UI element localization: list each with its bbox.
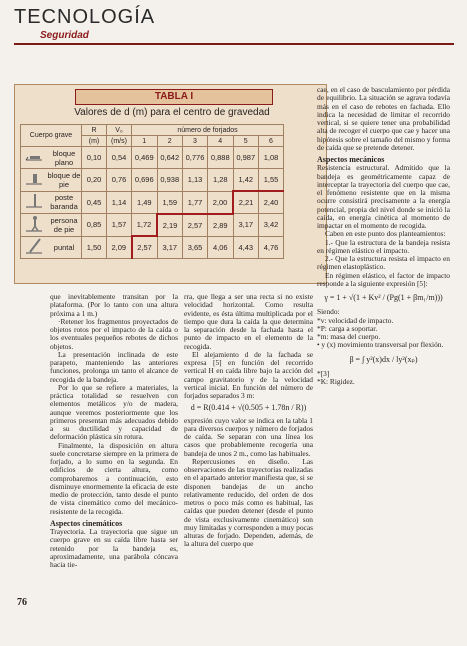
paragraph: La presentación inclinada de este parapeto, manteniendo las anteriores funciones, prolonga un tanto el alcance de recogida de la bandeja. <box>50 349 178 384</box>
prop-icon <box>21 236 48 259</box>
cell-d: 0,696 <box>132 169 158 192</box>
column-3 <box>317 86 450 386</box>
formula: γ = 1 + √(1 + Kv² / (Pg(1 + βm₁/m))) <box>324 293 443 302</box>
body-name: poste baranda <box>47 191 82 214</box>
cell-v: 2,09 <box>107 236 132 259</box>
table-caption: Valores de d (m) para el centro de gravedad <box>74 107 270 118</box>
flat-block-icon <box>21 147 48 169</box>
cell-d: 0,642 <box>157 147 183 169</box>
column-1 <box>50 293 178 569</box>
column-2 <box>184 293 313 549</box>
cell-d: 2,89 <box>208 214 234 237</box>
paragraph: 2.- Que la estructura resista el impacto en régimen elastoplástico. <box>317 254 450 272</box>
paragraph: *m: masa del cuerpo. <box>317 332 381 341</box>
cell-d: 2,57 <box>183 214 208 237</box>
cell-v: 0,76 <box>107 169 132 192</box>
cell-d: 3,65 <box>183 236 208 259</box>
paragraph: Caben en este punto dos planteamientos: <box>325 229 446 239</box>
table-row <box>21 169 284 192</box>
cell-r: 0,10 <box>82 147 107 169</box>
col-header-v-unit: (m/s) <box>107 136 132 147</box>
paragraph: expresión cuyo valor se indica en la tabla 1 para diversos cuerpos y número de forjados de caída. Se separan con una línea los casos que probablemente recogería una bandeja de unos 2 m., como las habituales. <box>184 415 313 458</box>
railing-post-icon <box>21 191 48 214</box>
paragraph: Por lo que se refiere a materiales, la práctica totalidad se resuelven con elementos metálicos y/o de madera, aunque veremos posteriormente que los primeros presentan más adecuados debido a su ductilidad y capacidad de deformación plástica sin rotura. <box>50 382 178 442</box>
paragraph: rra, que llega a ser una recta si no existe velocidad horizontal. Como resulta evidente, es ésta última multiplicada por el tiempo que dura la caída la que determina la separación desde la fachada hasta el punto de impacto en el elemento de la recogida. <box>184 292 313 351</box>
paragraph: Repercusiones en diseño. Las observaciones de las trayectorias realizadas en el apartado anterior manifiesta que, si se disponen bandejas de un ancho relativamente reducido, del orden de dos metros o poco más como es habitual, las caídas que pueden detener (desde el punto de vista exclusivamente cinemático) son muy limitadas y corresponden a muy pocas alturas de forjado. Dependen, además, de la altura del cuerpo que <box>184 456 313 549</box>
col-header-v: V₀ <box>107 125 132 136</box>
section-heading: Aspectos cinemáticos <box>50 518 123 528</box>
paragraph: En régimen elástico, el factor de impacto responde a la siguiente expresión [5]: <box>317 270 450 288</box>
cell-d: 2,21 <box>233 191 259 214</box>
cell-d: 1,72 <box>132 214 158 237</box>
paragraph: Finalmente, la disposición en altura suele concretarse siempre en la primera de forjado, a lo sumo en la segunda. En edificios de cierta altura, como comprobaremos a continuación, esto disminuye enormemente la eficacia de este medio de protección, tanto desde el punto de vista cinemático como del mecánico-resistente de la recogida. <box>50 440 178 516</box>
body-name: bloque plano <box>47 147 82 169</box>
floor-header: 3 <box>183 136 208 147</box>
cell-v: 0,54 <box>107 147 132 169</box>
floor-header: 1 <box>132 136 158 147</box>
cell-r: 0,20 <box>82 169 107 192</box>
cell-d: 2,00 <box>208 191 234 214</box>
cell-d: 3,42 <box>259 214 284 237</box>
cell-d: 2,40 <box>259 191 284 214</box>
header-rule <box>14 43 454 45</box>
cell-d: 1,55 <box>259 169 284 192</box>
cell-d: 2,19 <box>157 214 183 237</box>
paragraph: *v: velocidad de impacto. <box>317 315 394 325</box>
table-row <box>21 191 284 214</box>
section-title: TECNOLOGÍA <box>14 6 156 28</box>
cell-d: 3,17 <box>233 214 259 237</box>
cell-d: 0,776 <box>183 147 208 169</box>
paragraph: *K: Rigidez. <box>317 377 355 386</box>
cell-d: 3,17 <box>157 236 183 259</box>
cell-d: 4,06 <box>208 236 234 259</box>
cell-d: 2,57 <box>132 236 158 259</box>
table-label: TABLA I <box>75 89 273 105</box>
floor-header: 4 <box>208 136 234 147</box>
col-header-floors: número de forjados <box>132 125 284 136</box>
cell-d: 1,28 <box>208 169 234 192</box>
data-table <box>20 124 284 259</box>
cell-r: 0,85 <box>82 214 107 237</box>
body-name: persona de pie <box>47 214 82 237</box>
cell-r: 1,50 <box>82 236 107 259</box>
cell-d: 0,469 <box>132 147 158 169</box>
cell-d: 0,888 <box>208 147 234 169</box>
paragraph: *P: carga a soportar. <box>317 323 378 333</box>
floor-header: 2 <box>157 136 183 147</box>
paragraph: que inevitablemente transitan por la plataforma. (Por lo tanto con una altura próxima a 1 m.) <box>50 292 178 318</box>
col-header-r-unit: (m) <box>82 136 107 147</box>
formula: β = ∫ y²(x)dx / ly²(xₚ) <box>349 354 418 364</box>
paragraph: El alejamiento d de la fachada se expresa [5] en función del recorrido vertical H en caída libre bajo la acción del campo gravitatorio y de la velocidad vertical inicial. En función del número de forjados separados 3 m: <box>184 349 313 400</box>
paragraph: Trayectoria. La trayectoria que sigue un cuerpo grave en su caída libre hasta ser retenido por la bandeja es, aproximadamente, una parábola cóncava hacia tie- <box>50 527 178 569</box>
paragraph: *[3] <box>317 368 330 378</box>
standing-block-icon <box>21 169 48 192</box>
cell-d: 1,59 <box>157 191 183 214</box>
paragraph: cae, en el caso de basculamiento por pérdida de equilibrio. La situación se agrava todavía más en el caso de rebotes en fachada. Ello indica la necesidad de limitar el recorrido vertical, si se quiere tener una probabilidad alta de recoger el cuerpo que cae y hacer una hipótesis sobre el tamaño del mismo y forma de caída que se pretende detener. <box>317 85 450 152</box>
cell-d: 1,49 <box>132 191 158 214</box>
paragraph: • y (x) movimiento transversal por flexión. <box>317 340 444 350</box>
cell-d: 1,13 <box>183 169 208 192</box>
paragraph: ·Retener los fragmentos proyectados de objetos rotos por el impacto de la caída o los eventuales pequeños rebotes de dichos objetos. <box>50 316 178 351</box>
table-row <box>21 214 284 237</box>
col-header-r: R <box>82 125 107 136</box>
cell-r: 0,45 <box>82 191 107 214</box>
person-icon <box>21 214 48 237</box>
cell-v: 1,14 <box>107 191 132 214</box>
table-box <box>14 84 327 284</box>
cell-d: 1,08 <box>259 147 284 169</box>
cell-d: 4,76 <box>259 236 284 259</box>
paragraph: Siendo: <box>317 307 340 317</box>
formula: d = R(0.414 + √(0.505 + 1.78n / R)) <box>190 403 307 413</box>
cell-d: 1,77 <box>183 191 208 214</box>
floor-header: 5 <box>233 136 259 147</box>
section-heading: Aspectos mecánicos <box>317 155 385 164</box>
cell-d: 0,987 <box>233 147 259 169</box>
body-name: bloque de pie <box>47 169 82 192</box>
table-row <box>21 236 284 259</box>
cell-d: 1,42 <box>233 169 259 192</box>
floor-header: 6 <box>259 136 284 147</box>
paragraph: 1.- Que la estructura de la bandeja resista en régimen elástico el impacto. <box>317 237 450 255</box>
col-header-body: Cuerpo grave <box>21 125 82 147</box>
cell-d: 0,938 <box>157 169 183 192</box>
page-number: 76 <box>17 597 27 608</box>
table-row <box>21 147 284 169</box>
body-name: puntal <box>47 236 82 259</box>
cell-d: 4,43 <box>233 236 259 259</box>
subsection-title: Seguridad <box>40 30 89 41</box>
paragraph: Resistencia estructural. Admitido que la bandeja es geométricamente capaz de interceptar la trayectoria del cuerpo que cae, el fenómeno resistente que en la misma ocurre consistirá precisamente a la energía potencial, propia del nivel donde se inició la caída, en energía cinética al momento de impactar en el momento de recogida. <box>317 163 450 230</box>
cell-v: 1,57 <box>107 214 132 237</box>
